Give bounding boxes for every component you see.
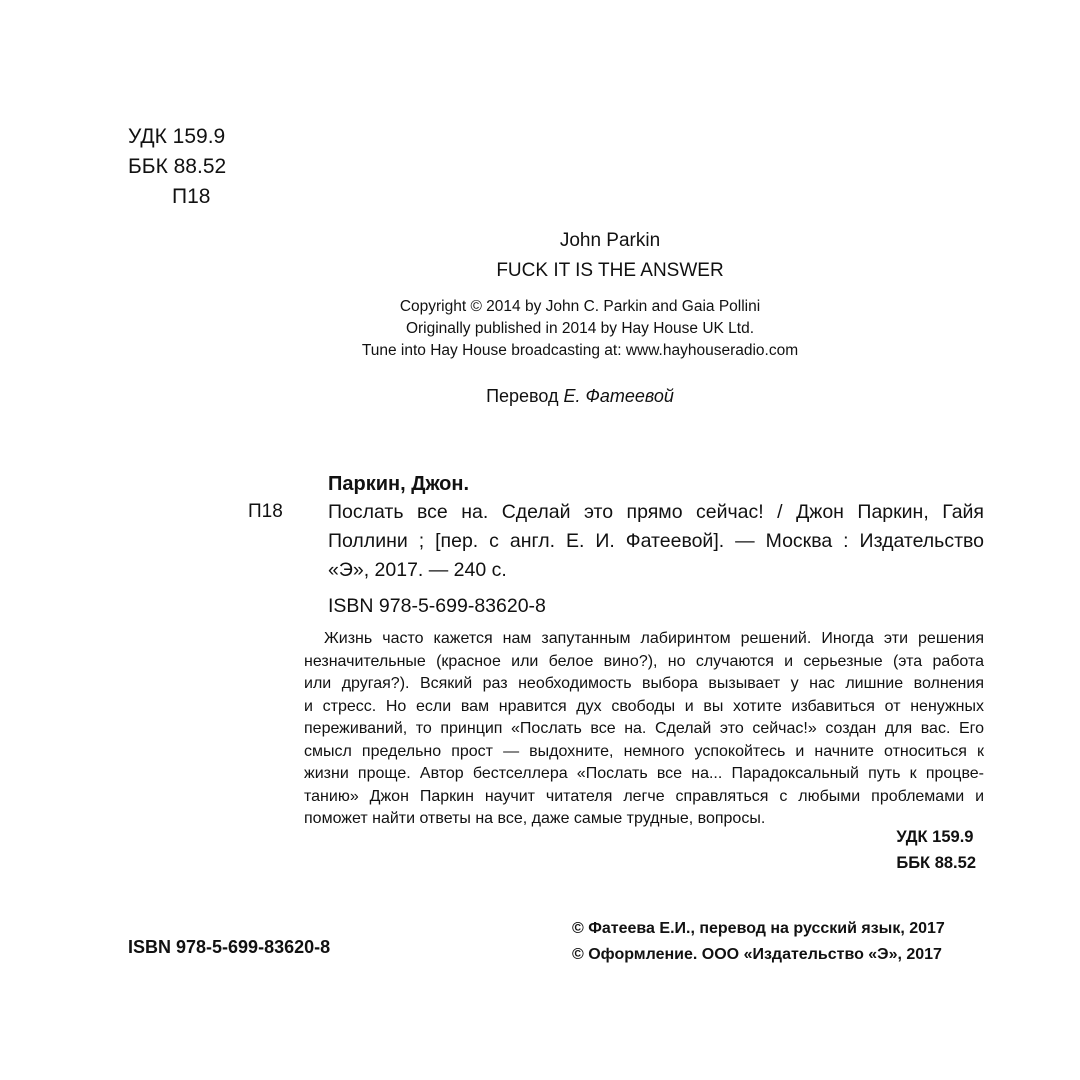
annotation-line: смысл предельно прост — выдохните, немного успокойтесь и начните относиться к bbox=[304, 742, 984, 760]
catalog-code: П18 bbox=[248, 501, 283, 522]
bbk-code: ББК 88.52 bbox=[128, 155, 227, 178]
broadcasting-line: Tune into Hay House broadcasting at: www.hayhouseradio.com bbox=[361, 342, 799, 359]
copyright-design: © Оформление. ООО «Издательство «Э», 2017 bbox=[572, 946, 942, 963]
catalog-description-line: Поллини ; [пер. с англ. Е. И. Фатеевой]. — Москва : Издательство bbox=[328, 530, 984, 552]
original-edition bbox=[200, 226, 1020, 286]
annotation-line: жизни проще. Автор бестселлера «Послать все на... Парадоксальный путь к процве- bbox=[304, 765, 984, 782]
catalog-description-line: «Э», 2017. — 240 с. bbox=[328, 559, 507, 581]
translation-prefix: Перевод bbox=[486, 386, 559, 406]
catalog-description bbox=[328, 498, 984, 585]
annotation-line: поможет найти ответы на все, даже самые трудные, вопросы. bbox=[304, 810, 766, 827]
footer-copyrights bbox=[572, 916, 945, 968]
footer-isbn: ISBN 978-5-699-83620-8 bbox=[128, 937, 331, 957]
author-code: П18 bbox=[172, 185, 211, 208]
annotation-line: или другая?). Всякий раз необходимость выбора вызывает у нас лишние волнения bbox=[304, 675, 984, 692]
udk-code: УДК 159.9 bbox=[128, 125, 226, 148]
translator-line bbox=[200, 383, 960, 409]
classification-block bbox=[128, 122, 226, 212]
original-title: FUCK IT IS THE ANSWER bbox=[496, 260, 724, 281]
originally-published-line: Originally published in 2014 by Hay House UK Ltd. bbox=[405, 320, 755, 337]
annotation-line: Жизнь часто кажется нам запутанным лабиринтом решений. Иногда эти решения bbox=[324, 630, 984, 647]
catalog-description-line: Послать все на. Сделай это прямо сейчас! / Джон Паркин, Гайя bbox=[328, 501, 984, 523]
annotation-line: незначительные (красное или белое вино?), но случаются и серьезные (эта работа bbox=[304, 652, 984, 670]
rights-block bbox=[200, 296, 960, 362]
original-author: John Parkin bbox=[559, 230, 661, 251]
udk-code-footer: УДК 159.9 bbox=[896, 828, 974, 846]
catalog-author-heading: Паркин, Джон. bbox=[328, 473, 469, 495]
bbk-code-footer: ББК 88.52 bbox=[896, 854, 976, 872]
annotation-line: переживаний, то принцип «Послать все на. Сделай это сейчас!» создан для вас. Его bbox=[304, 720, 984, 737]
annotation-line: танию» Джон Паркин научит читателя легче справляться с любыми проблемами и bbox=[304, 787, 984, 805]
copyright-translation: © Фатеева Е.И., перевод на русский язык, 2017 bbox=[572, 920, 945, 937]
annotation-line: и стресс. Но если вам нравится дух свободы и вы хотите избавиться от ненужных bbox=[304, 697, 984, 715]
copyright-line: Copyright © 2014 by John C. Parkin and Gaia Pollini bbox=[399, 298, 761, 315]
catalog-isbn: ISBN 978-5-699-83620-8 bbox=[328, 595, 546, 617]
translator-name: Е. Фатеевой bbox=[563, 386, 674, 406]
annotation-paragraph bbox=[304, 628, 984, 831]
classification-footer bbox=[896, 824, 976, 876]
